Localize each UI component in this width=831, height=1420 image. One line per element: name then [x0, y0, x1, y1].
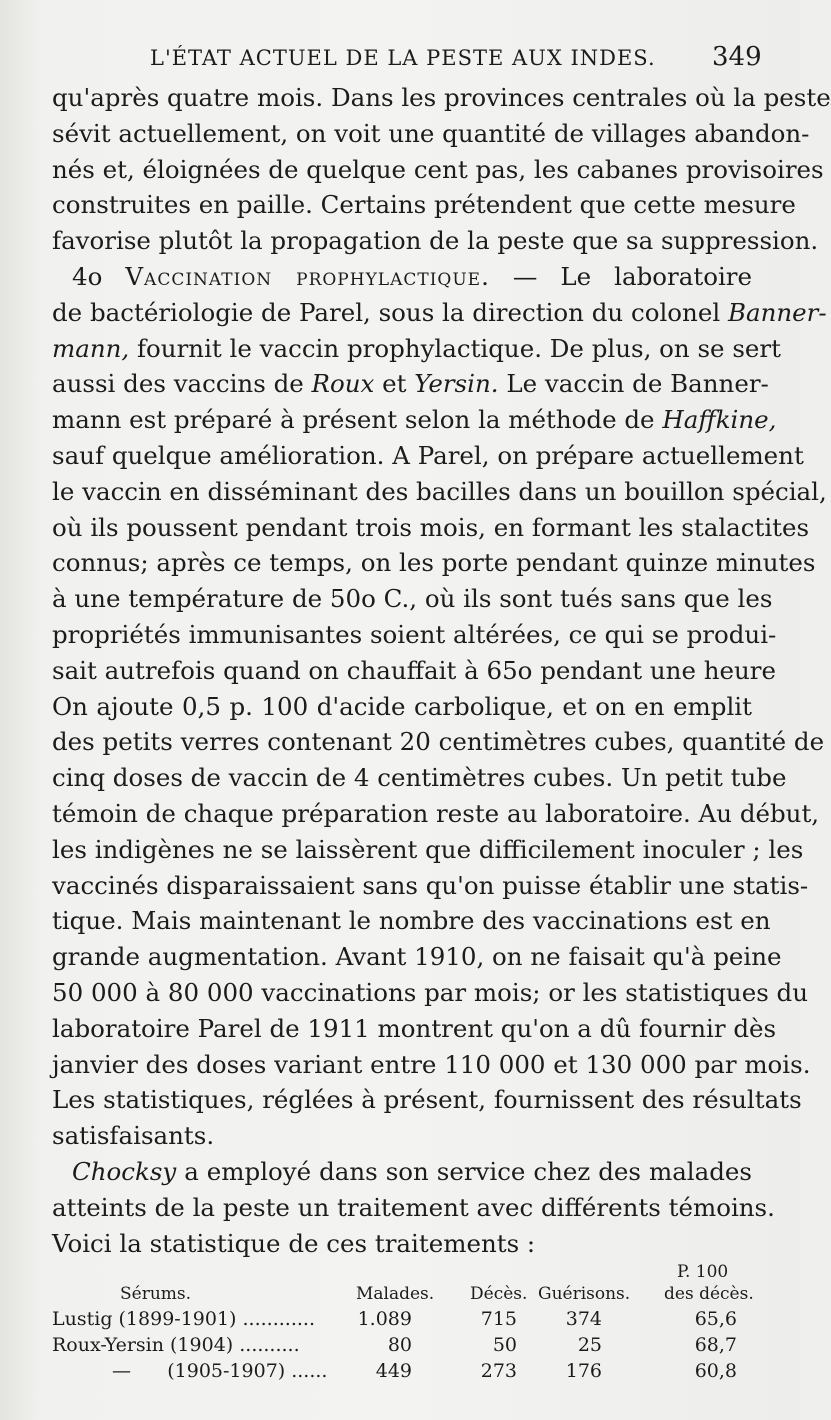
column-header-des-deces: des décès.: [664, 1284, 754, 1304]
text-line: [52, 331, 781, 367]
row-label: Roux-Yersin (1904) ..........: [52, 1334, 300, 1356]
cell-malades: 449: [375, 1360, 412, 1382]
text-line: où ils poussent pendant trois mois, en formant les stalactites: [52, 512, 810, 542]
column-header-serums: Sérums.: [120, 1284, 192, 1304]
text-line: sauf quelque amélioration. A Parel, on prépare actuellement: [52, 440, 804, 470]
section-heading: Vaccination prophylactique.: [125, 261, 490, 291]
section-number: 4o: [72, 261, 103, 291]
column-header-malades: Malades.: [356, 1284, 435, 1304]
page-number: 349: [712, 42, 762, 72]
cell-pct: 65,6: [694, 1308, 737, 1330]
section-heading-line: [52, 259, 752, 295]
text-line: propriétés immunisantes soient altérées, ce qui se produi-: [52, 619, 777, 649]
person-name: Banner-: [727, 297, 827, 327]
row-label: Lustig (1899-1901) ............: [52, 1308, 315, 1330]
person-name: Roux: [311, 369, 375, 399]
cell-guerisons: 176: [565, 1360, 602, 1382]
text-fragment: mann est préparé à présent selon la méthode de: [52, 405, 655, 435]
text-fragment: — Le laboratoire: [512, 261, 752, 291]
text-fragment: de bactériologie de Parel, sous la direction du colonel: [52, 297, 721, 327]
text-line: grande augmentation. Avant 1910, on ne faisait qu'à peine: [52, 942, 782, 972]
text-line: On ajoute 0,5 p. 100 d'acide carbolique, et on en emplit: [52, 691, 752, 721]
table-row: [52, 1334, 762, 1358]
text-line: tique. Mais maintenant le nombre des vaccinations est en: [52, 906, 771, 936]
text-line: construites en paille. Certains prétendent que cette mesure: [52, 190, 796, 220]
person-name: Haffkine,: [662, 405, 777, 435]
text-line: satisfaisants.: [52, 1121, 215, 1151]
text-line: témoin de chaque préparation reste au laboratoire. Au début,: [52, 798, 820, 828]
text-line: [52, 1154, 752, 1190]
text-line: janvier des doses variant entre 110 000 et 130 000 par mois.: [52, 1049, 811, 1079]
column-header-guerisons: Guérisons.: [538, 1284, 631, 1304]
body-text: [52, 80, 831, 1261]
text-line: laboratoire Parel de 1911 montrent qu'on a dû fournir dès: [52, 1013, 777, 1043]
text-line: [52, 366, 769, 402]
text-fragment: a employé dans son service chez des malades: [184, 1156, 752, 1186]
text-line: cinq doses de vaccin de 4 centimètres cubes. Un petit tube: [52, 763, 787, 793]
table-row: [52, 1360, 762, 1384]
text-line: des petits verres contenant 20 centimètres cubes, quantité de: [52, 727, 825, 757]
text-line: Les statistiques, réglées à présent, fournissent des résultats: [52, 1085, 802, 1115]
text-fragment: et: [382, 369, 407, 399]
cell-pct: 60,8: [694, 1360, 737, 1382]
cell-malades: 80: [387, 1334, 412, 1356]
text-fragment: fournit le vaccin prophylactique. De plus, on se sert: [136, 333, 781, 363]
person-name: Chocksy: [72, 1156, 177, 1186]
cell-guerisons: 374: [565, 1308, 602, 1330]
page-header: [0, 40, 800, 80]
text-line: Voici la statistique de ces traitements :: [52, 1228, 536, 1258]
cell-guerisons: 25: [577, 1334, 602, 1356]
text-line: favorise plutôt la propagation de la peste que sa suppression.: [52, 226, 819, 256]
text-line: sait autrefois quand on chauffait à 65o pendant une heure: [52, 655, 776, 685]
cell-deces: 715: [480, 1308, 517, 1330]
text-line: vaccinés disparaissaient sans qu'on puisse établir une statis-: [52, 870, 809, 900]
text-line: 50 000 à 80 000 vaccinations par mois; or les statistiques du: [52, 977, 809, 1007]
row-label: — (1905-1907) ......: [112, 1360, 328, 1382]
cell-deces: 273: [480, 1360, 517, 1382]
text-line: connus; après ce temps, on les porte pendant quinze minutes: [52, 548, 816, 578]
text-fragment: Le vaccin de Banner-: [506, 369, 769, 399]
text-fragment: aussi des vaccins de: [52, 369, 304, 399]
text-line: qu'après quatre mois. Dans les provinces centrales où la peste: [52, 83, 831, 112]
text-line: nés et, éloignées de quelque cent pas, les cabanes provisoires: [52, 154, 824, 184]
text-line: le vaccin en disséminant des bacilles dans un bouillon spécial,: [52, 476, 827, 506]
person-name: mann,: [52, 333, 130, 363]
text-line: [52, 402, 777, 438]
cell-pct: 68,7: [694, 1334, 737, 1356]
cell-malades: 1.089: [357, 1308, 412, 1330]
text-line: les indigènes ne se laissèrent que difficilement inoculer ; les: [52, 834, 804, 864]
text-line: à une température de 50o C., où ils sont tués sans que les: [52, 584, 773, 614]
text-line: atteints de la peste un traitement avec différents témoins.: [52, 1192, 775, 1222]
text-line: sévit actuellement, on voit une quantité de villages abandon-: [52, 118, 810, 148]
text-line: [52, 295, 827, 331]
table-row: [52, 1308, 762, 1332]
running-head: L'ÉTAT ACTUEL DE LA PESTE AUX INDES.: [150, 46, 656, 70]
column-header-pct: P. 100: [677, 1262, 729, 1282]
column-header-deces: Décès.: [470, 1284, 528, 1304]
cell-deces: 50: [492, 1334, 517, 1356]
person-name: Yersin.: [414, 369, 499, 399]
